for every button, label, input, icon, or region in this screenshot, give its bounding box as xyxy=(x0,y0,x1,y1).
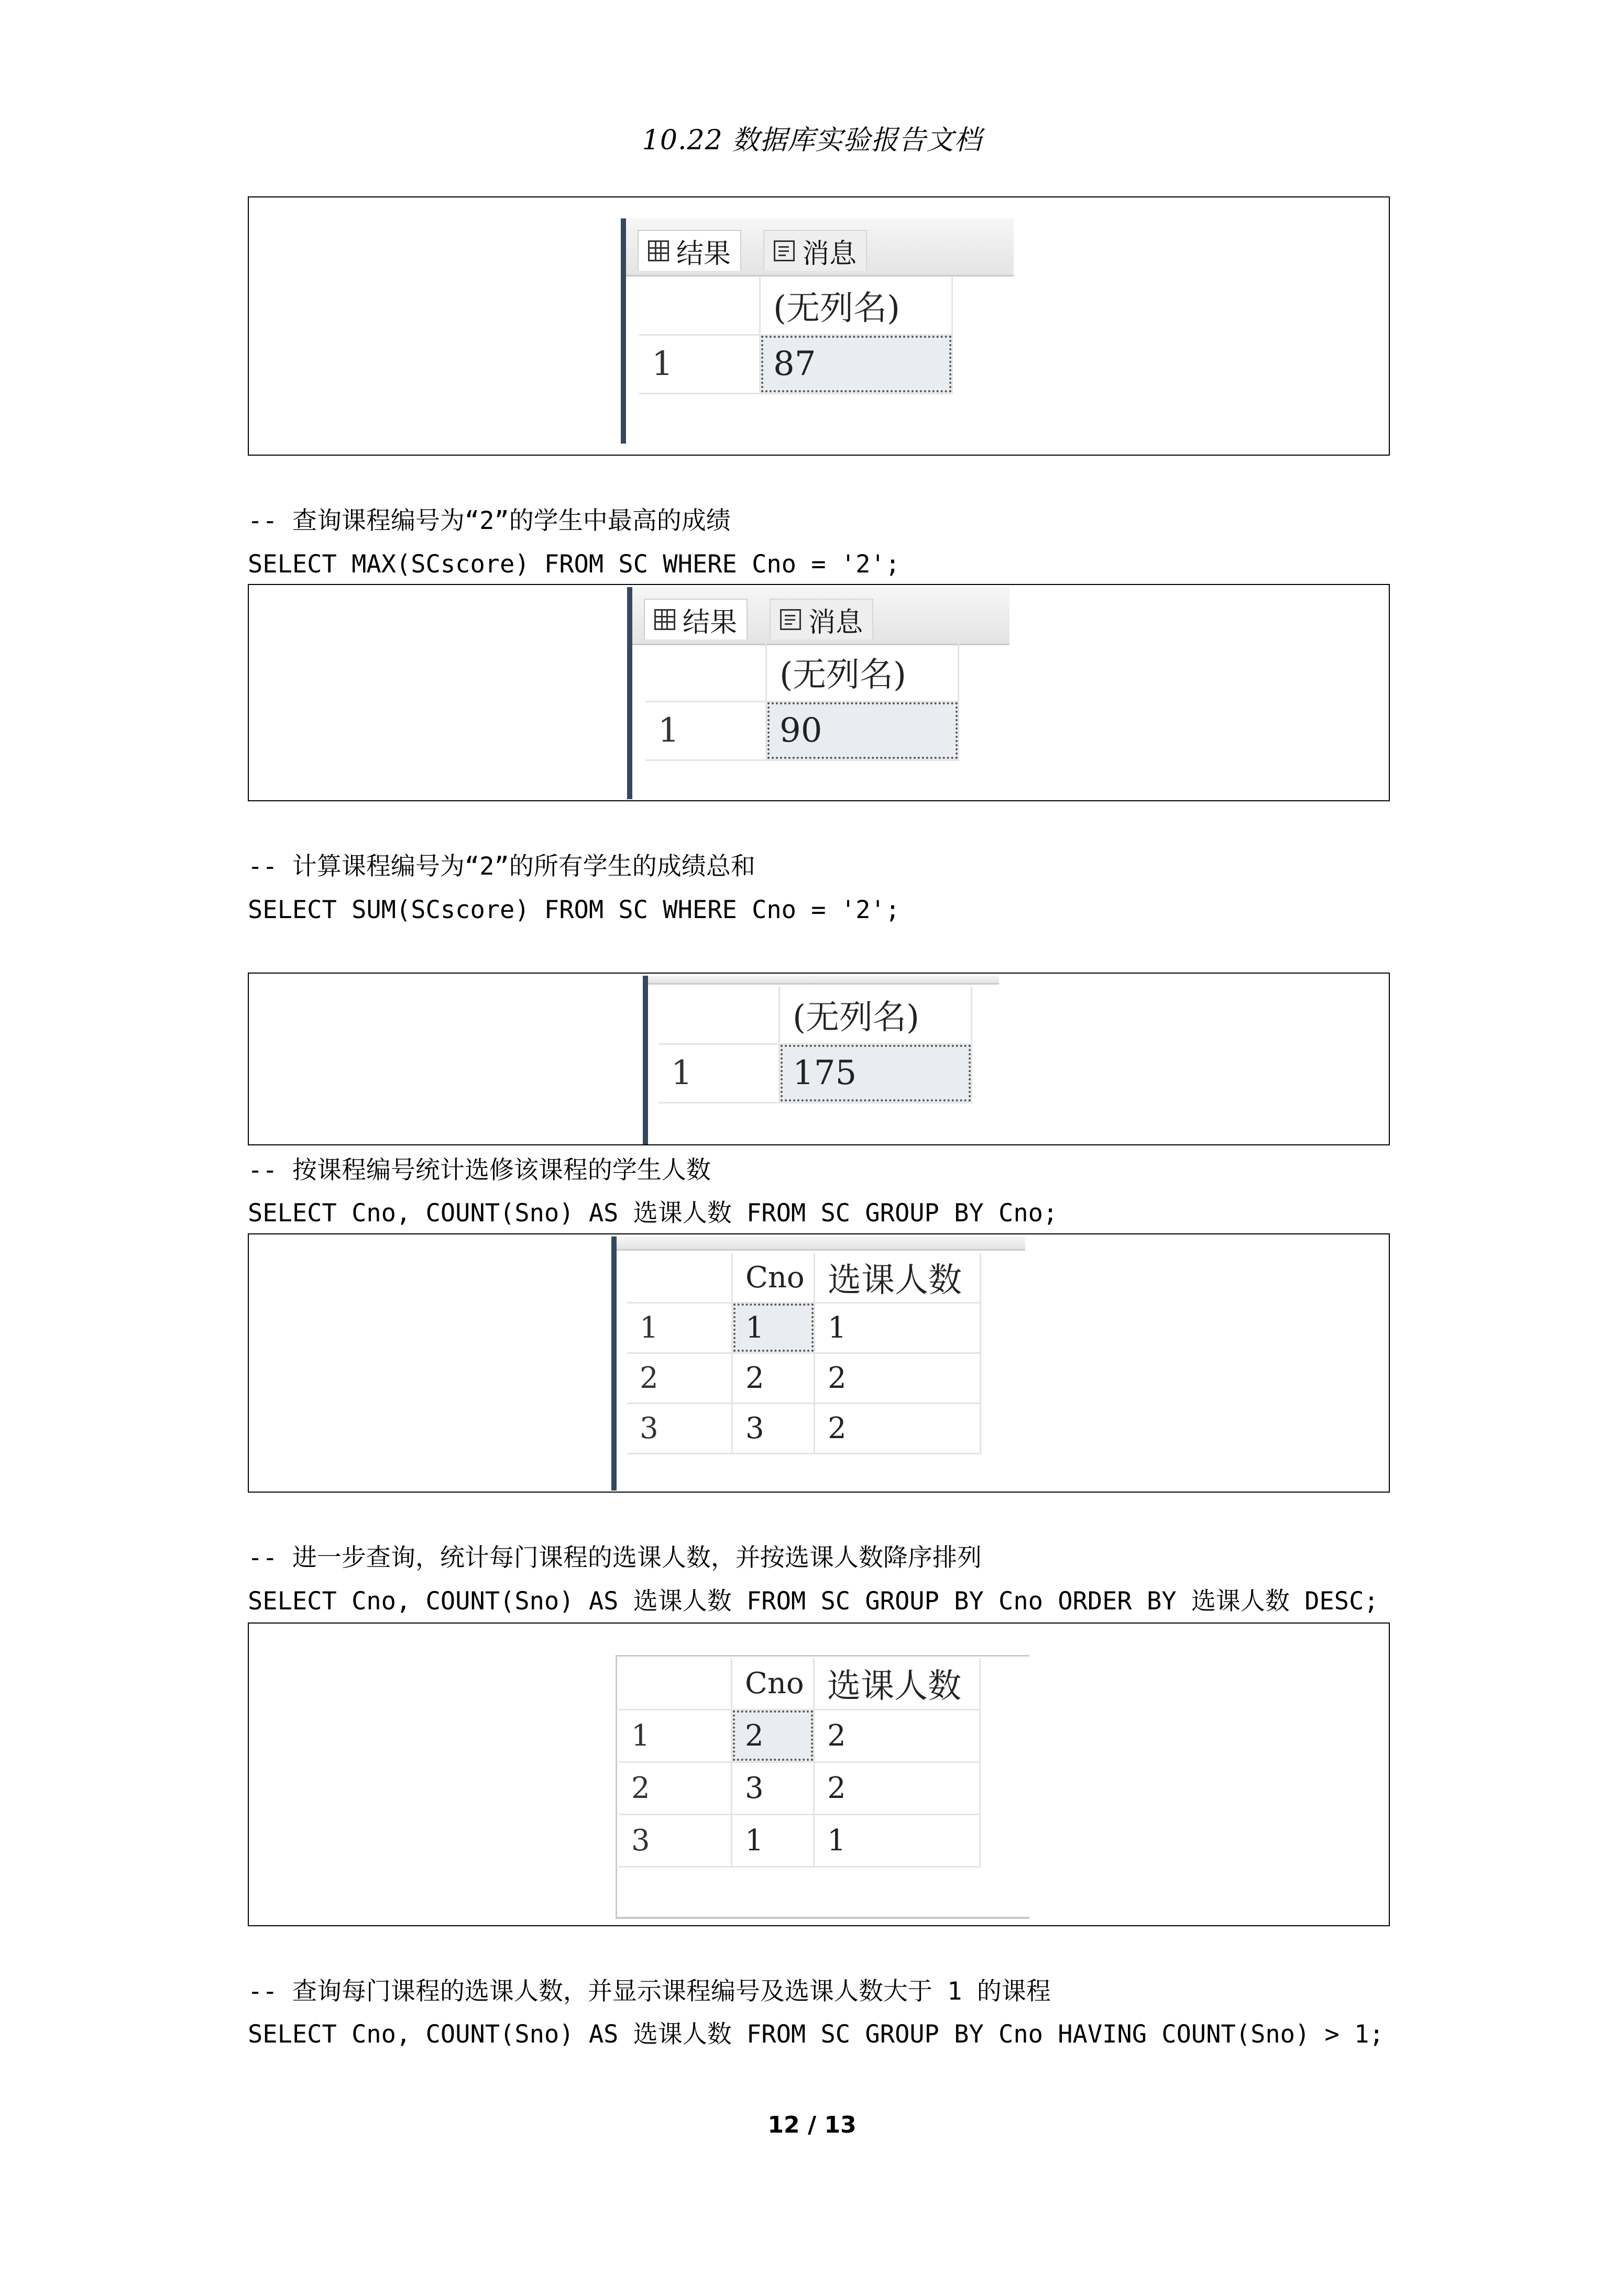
sql-statement-6: SELECT Cno, COUNT(Sno) AS 选课人数 FROM SC GROUP BY Cno HAVING COUNT(Sno) > 1; xyxy=(248,2020,1384,2049)
table-cell[interactable]: 2 xyxy=(732,1353,815,1403)
tab-messages[interactable]: 消息 xyxy=(763,230,867,271)
sql-statement-5: SELECT Cno, COUNT(Sno) AS 选课人数 FROM SC GROUP BY Cno ORDER BY 选课人数 DESC; xyxy=(248,1587,1379,1616)
sql-statement-2: SELECT MAX(SCscore) FROM SC WHERE Cno = '2'; xyxy=(248,550,901,579)
page-number: 12 / 13 xyxy=(767,2112,857,2138)
grid-icon xyxy=(654,609,675,630)
table-cell[interactable]: 1 xyxy=(732,1814,814,1867)
table-row xyxy=(627,1353,981,1403)
row-number: 1 xyxy=(659,1044,780,1102)
table-cell[interactable]: 2 xyxy=(732,1709,814,1762)
table-row xyxy=(659,1044,972,1102)
row-number: 1 xyxy=(619,1709,732,1762)
table-cell[interactable]: 90 xyxy=(766,701,959,760)
column-header[interactable]: 选课人数 xyxy=(814,1658,980,1709)
sql-comment-2: -- 查询课程编号为“2”的学生中最高的成绩 xyxy=(248,506,731,535)
tab-results[interactable]: 结果 xyxy=(638,230,741,271)
result-screenshot-4 xyxy=(611,1237,1025,1491)
sql-comment-6: -- 查询每门课程的选课人数，并显示课程编号及选课人数大于 1 的课程 xyxy=(248,1977,1051,2006)
row-number: 3 xyxy=(627,1403,732,1453)
row-number: 1 xyxy=(627,1302,732,1353)
row-number: 2 xyxy=(619,1762,732,1814)
result-tabs-cropped xyxy=(617,1237,1025,1251)
row-number: 1 xyxy=(645,701,766,760)
table-cell[interactable]: 1 xyxy=(814,1814,980,1867)
sql-comment-5: -- 进一步查询，统计每门课程的选课人数，并按选课人数降序排列 xyxy=(248,1543,982,1572)
result-frame-5 xyxy=(248,1622,1390,1926)
column-header[interactable]: (无列名) xyxy=(766,644,959,701)
result-frame-3 xyxy=(248,973,1390,1145)
table-cell[interactable]: 2 xyxy=(814,1762,980,1814)
tab-results[interactable]: 结果 xyxy=(644,599,748,639)
result-grid xyxy=(639,277,953,394)
grid-icon xyxy=(648,240,669,261)
column-header[interactable]: (无列名) xyxy=(760,277,952,335)
column-header[interactable]: (无列名) xyxy=(780,986,972,1044)
tab-messages[interactable]: 消息 xyxy=(770,599,873,639)
table-cell[interactable]: 1 xyxy=(732,1302,815,1353)
result-frame-1 xyxy=(248,196,1390,456)
table-row xyxy=(619,1762,980,1814)
result-screenshot-2 xyxy=(627,587,1009,799)
result-grid xyxy=(627,1253,981,1454)
column-header[interactable]: Cno xyxy=(732,1253,815,1302)
column-header[interactable]: Cno xyxy=(732,1658,814,1709)
sql-statement-4: SELECT Cno, COUNT(Sno) AS 选课人数 FROM SC GROUP BY Cno; xyxy=(248,1199,1058,1228)
table-row xyxy=(627,1302,981,1353)
table-cell[interactable]: 1 xyxy=(815,1302,981,1353)
result-frame-2 xyxy=(248,584,1390,801)
table-row xyxy=(639,335,952,393)
message-icon xyxy=(774,240,795,261)
row-number: 3 xyxy=(619,1814,732,1867)
result-grid xyxy=(659,986,972,1103)
result-tabs-cropped xyxy=(648,976,999,985)
result-frame-4 xyxy=(248,1233,1390,1493)
sql-comment-3: -- 计算课程编号为“2”的所有学生的成绩总和 xyxy=(248,852,755,881)
table-row xyxy=(619,1709,980,1762)
result-tabs xyxy=(632,587,1009,645)
row-number: 1 xyxy=(639,335,760,393)
result-screenshot-5 xyxy=(616,1655,1029,1919)
table-row xyxy=(619,1814,980,1867)
table-cell[interactable]: 175 xyxy=(780,1044,972,1102)
document-header-title: 10.22 数据库实验报告文档 xyxy=(642,125,982,156)
table-row xyxy=(627,1403,981,1453)
result-grid xyxy=(645,644,959,761)
table-row xyxy=(645,701,959,760)
table-cell[interactable]: 3 xyxy=(732,1762,814,1814)
result-tabs xyxy=(626,218,1014,277)
sql-comment-4: -- 按课程编号统计选修该课程的学生人数 xyxy=(248,1156,711,1185)
table-cell[interactable]: 87 xyxy=(760,335,952,393)
result-grid xyxy=(619,1658,981,1868)
table-cell[interactable]: 3 xyxy=(732,1403,815,1453)
table-cell[interactable]: 2 xyxy=(814,1709,980,1762)
table-cell[interactable]: 2 xyxy=(815,1353,981,1403)
table-cell[interactable]: 2 xyxy=(815,1403,981,1453)
column-header[interactable]: 选课人数 xyxy=(815,1253,981,1302)
sql-statement-3: SELECT SUM(SCscore) FROM SC WHERE Cno = '2'; xyxy=(248,896,901,924)
message-icon xyxy=(780,609,801,630)
row-number: 2 xyxy=(627,1353,732,1403)
result-screenshot-1 xyxy=(621,218,1014,444)
result-screenshot-3 xyxy=(643,976,999,1144)
